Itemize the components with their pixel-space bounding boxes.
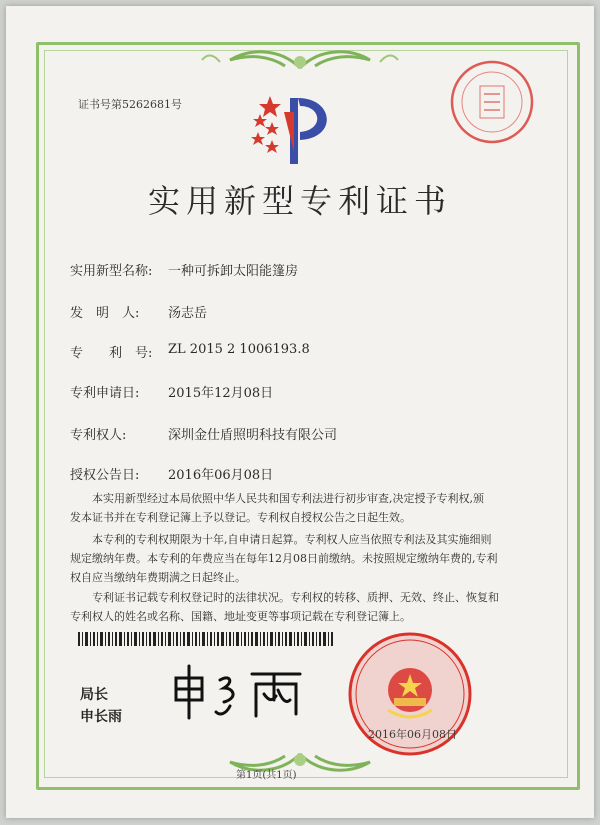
director-name: 申长雨 xyxy=(80,709,122,725)
patent-number-label: 专 利 号: xyxy=(70,346,153,361)
paragraph-line: 本实用新型经过本局依照中华人民共和国专利法进行初步审查,决定授予专利权,颁 xyxy=(92,492,484,505)
utility-model-name-label: 实用新型名称: xyxy=(70,264,153,279)
paragraph-line: 本专利的专利权期限为十年,自申请日起算。专利权人应当依照专利法及其实施细则 xyxy=(92,533,492,546)
certificate-title: 实用新型专利证书 xyxy=(148,182,453,220)
agency-stamp xyxy=(448,58,536,146)
inventor-label: 发 明 人: xyxy=(70,306,140,321)
paragraph-line: 权自应当缴纳年费期满之日起终止。 xyxy=(70,571,246,584)
patent-office-logo xyxy=(248,92,340,170)
top-ornament xyxy=(200,40,400,76)
page-number: 第1页(共1页) xyxy=(236,770,297,781)
director-signature xyxy=(168,660,308,724)
grant-date-value: 2016年06月08日 xyxy=(168,468,274,483)
paragraph-line: 发本证书并在专利登记簿上予以登记。专利权自授权公告之日起生效。 xyxy=(70,511,411,524)
patentee-value: 深圳金仕盾照明科技有限公司 xyxy=(168,428,338,443)
certificate-number: 证书号第5262681号 xyxy=(78,98,182,111)
seal-date: 2016年06月08日 xyxy=(368,728,457,741)
patent-number-value: ZL 2015 2 1006193.8 xyxy=(168,342,310,357)
inventor-value: 汤志岳 xyxy=(168,306,208,321)
paragraph-line: 专利证书记载专利权登记时的法律状况。专利权的转移、质押、无效、终止、恢复和 xyxy=(92,591,499,604)
director-title: 局长 xyxy=(80,687,108,703)
utility-model-name-value: 一种可拆卸太阳能篷房 xyxy=(168,264,299,279)
barcode xyxy=(78,632,334,646)
filing-date-value: 2015年12月08日 xyxy=(168,386,274,401)
paragraph-line: 规定缴纳年费。本专利的年费应当在每年12月08日前缴纳。未按照规定缴纳年费的,专利 xyxy=(70,552,498,565)
filing-date-label: 专利申请日: xyxy=(70,386,140,401)
grant-date-label: 授权公告日: xyxy=(70,468,140,483)
paragraph-line: 专利权人的姓名或名称、国籍、地址变更等事项记载在专利登记簿上。 xyxy=(70,610,411,623)
patentee-label: 专利权人: xyxy=(70,428,127,443)
